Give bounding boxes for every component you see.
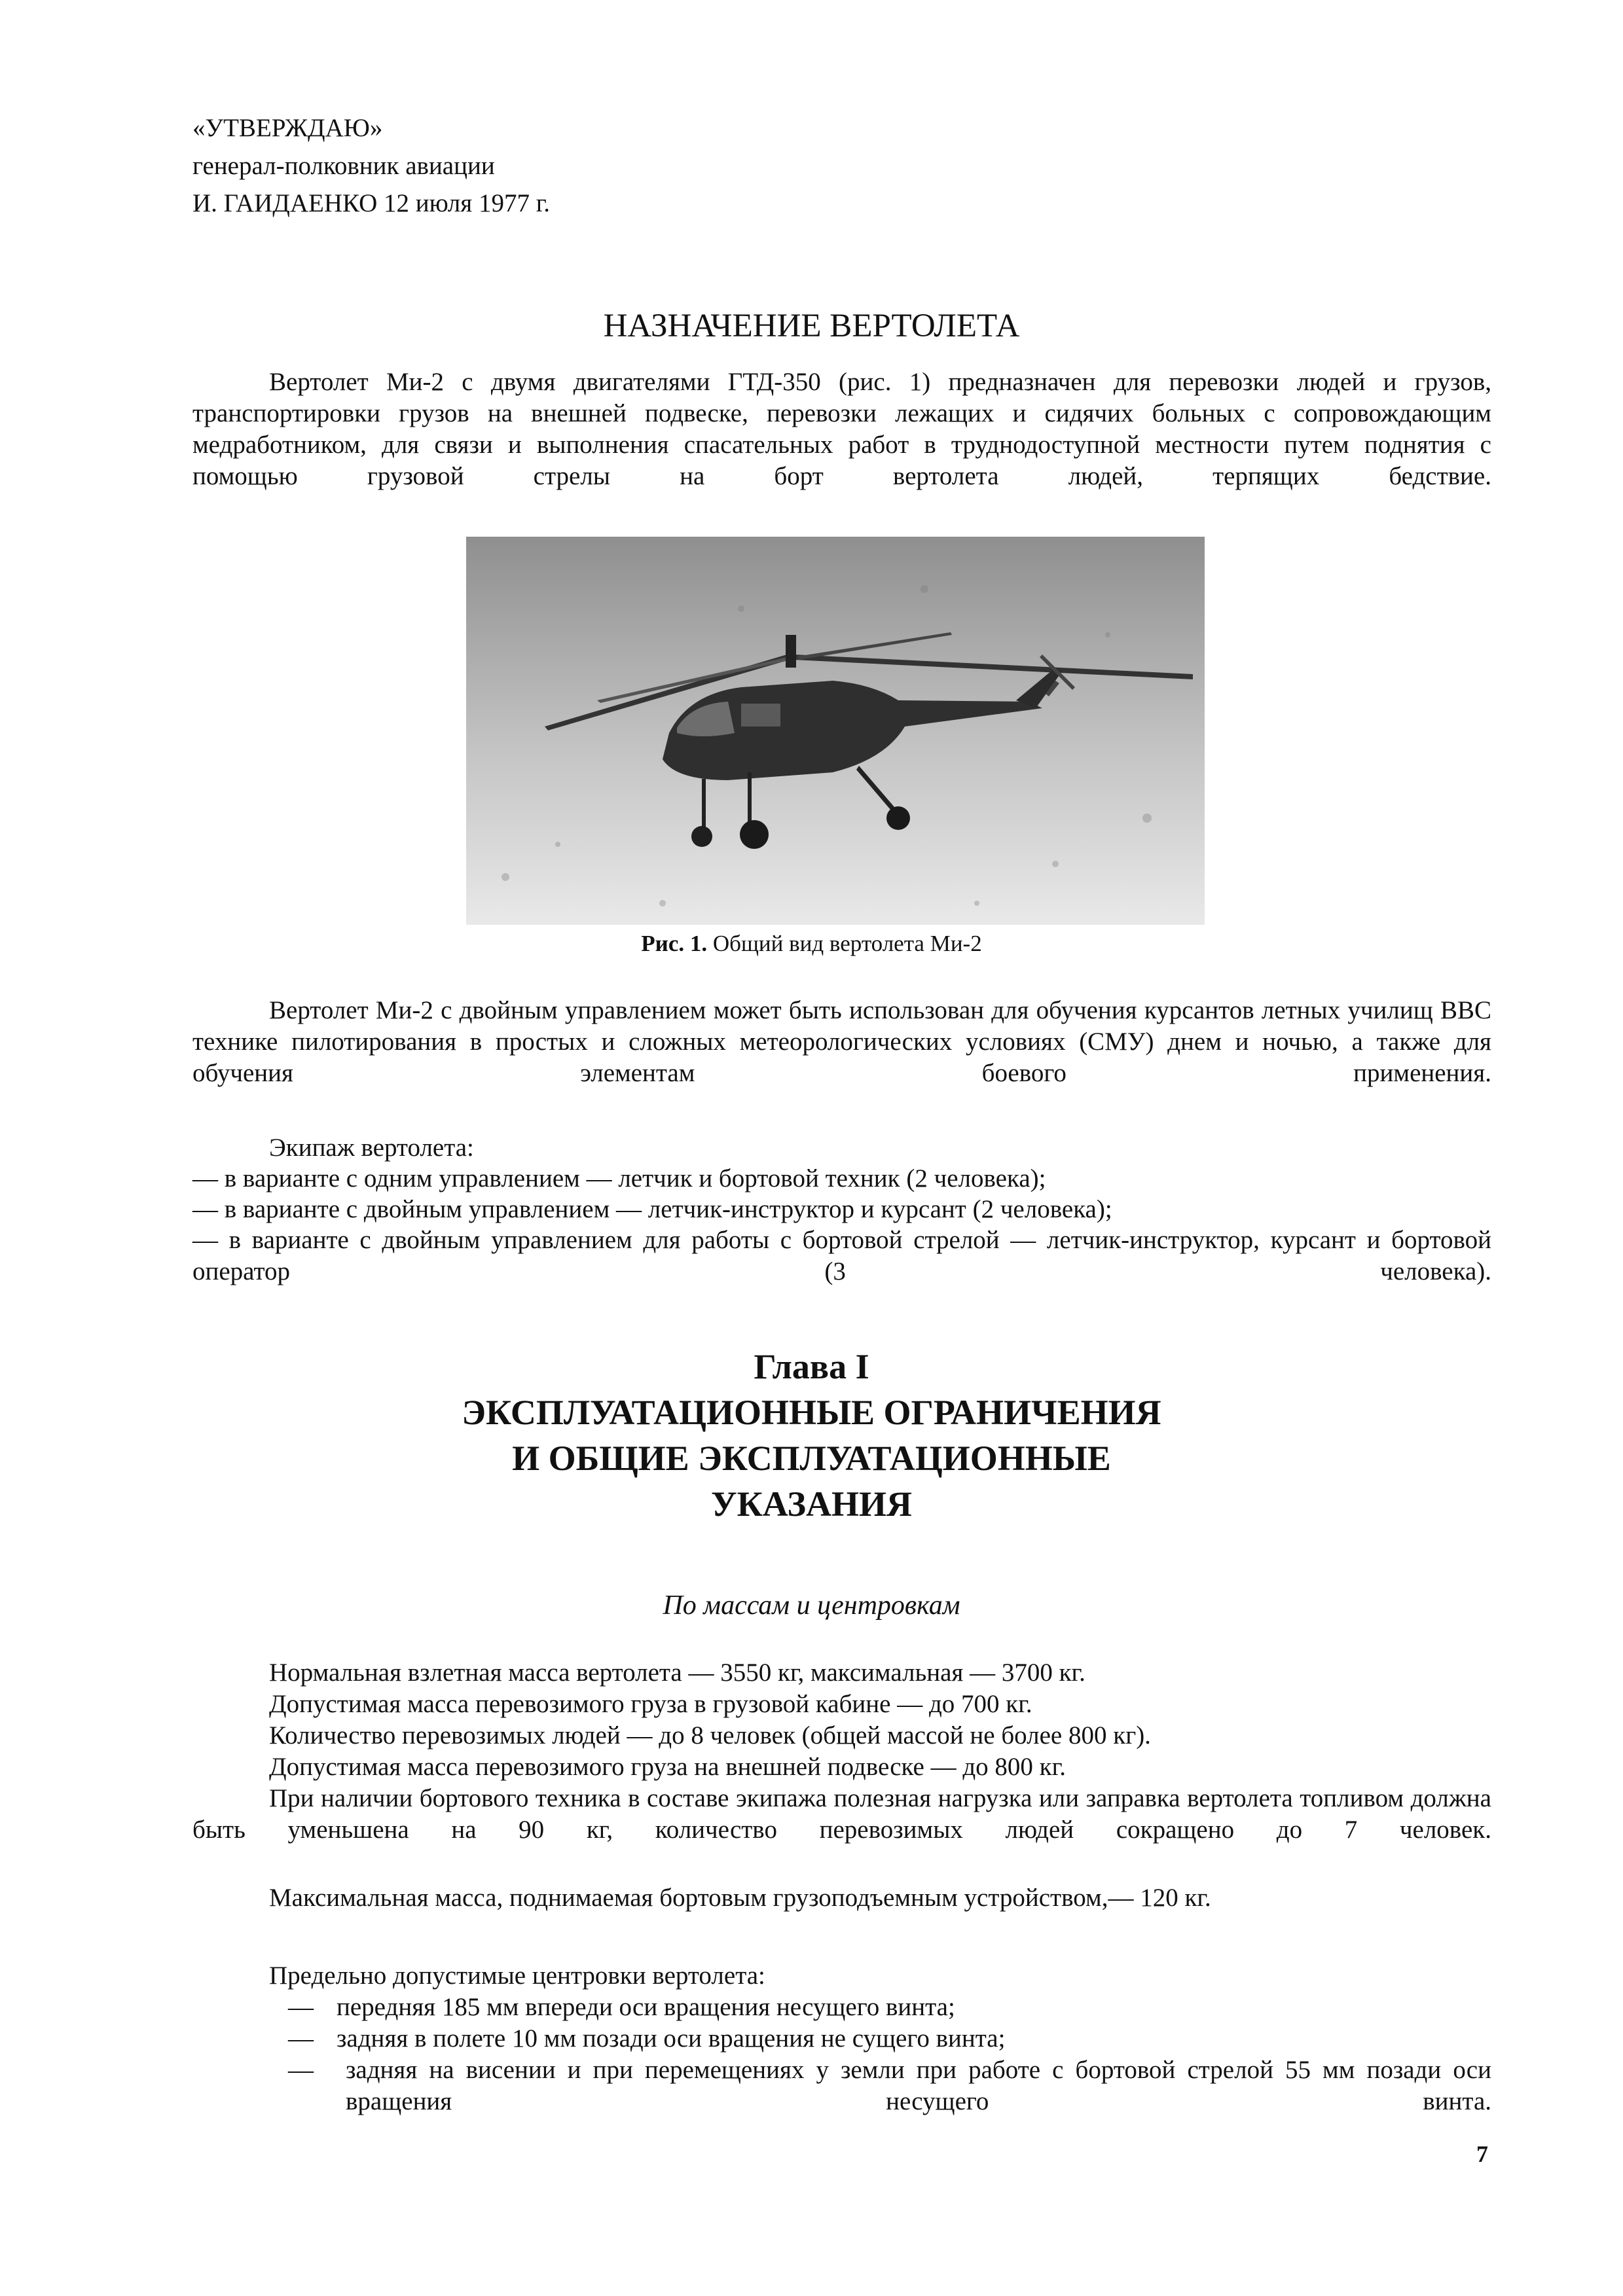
crew-item-2: — в варианте с двойным управлением — летчик-инструктор и курсант (2 человека); xyxy=(192,1195,1112,1223)
crew-item-1: — в варианте с одним управлением — летчик и бортовой техник (2 человека); xyxy=(192,1164,1046,1193)
subsection-title: По массам и центровкам xyxy=(663,1590,960,1621)
cg-item-3: задняя на висении и при перемещениях у земли при работе с бортовой стрелой 55 мм позади оси вращения несущего винта. xyxy=(346,2056,1491,2115)
training-paragraph: Вертолет Ми-2 с двойным управлением может быть использован для обучения курсантов летных училищ ВВС технике пилотирования в простых и сложных метеорологических условиях (СМУ) днем и ночью, а также для обучения элементам боевого применения. xyxy=(192,996,1491,1087)
purpose-paragraph: Вертолет Ми-2 с двумя двигателями ГТД-350 (рис. 1) предназначен для перевозки людей и грузов, транспортировки грузов на внешней подвеске, перевозки лежащих и сидячих больных с сопровождающим медработником, для связи и выполнения спасательных работ в труднодоступной местности путем поднятия с помощью грузовой стрелы на борт вертолета людей, терпящих бедствие. xyxy=(192,368,1491,490)
cg-item-2: задняя в полете 10 мм позади оси вращения не сущего винта; xyxy=(337,2024,1006,2053)
cg-item-1: передняя 185 мм впереди оси вращения несущего винта; xyxy=(337,1993,955,2021)
chapter-title-line-1: ЭКСПЛУАТАЦИОННЫЕ ОГРАНИЧЕНИЯ xyxy=(462,1393,1161,1432)
mass-line-3: Количество перевозимых людей — до 8 человек (общей массой не более 800 кг). xyxy=(269,1721,1151,1749)
cg-dash-3: — xyxy=(288,2056,314,2084)
cg-dash-2: — xyxy=(288,2024,314,2053)
section-title: НАЗНАЧЕНИЕ ВЕРТОЛЕТА xyxy=(603,308,1020,344)
figure-label: Рис. 1. xyxy=(641,931,708,956)
technician-paragraph: При наличии бортового техника в составе экипажа полезная нагрузка или заправка вертолета топливом должна быть уменьшена на 90 кг, количество перевозимых людей сокращено до 7 человек. xyxy=(192,1784,1491,1844)
approval-line-3: И. ГАИДАЕНКО 12 июля 1977 г. xyxy=(192,189,551,217)
crew-heading: Экипаж вертолета: xyxy=(269,1134,474,1162)
approval-line-2: генерал-полковник авиации xyxy=(192,152,495,180)
mass-line-1: Нормальная взлетная масса вертолета — 3550 кг, максимальная — 3700 кг. xyxy=(269,1659,1085,1687)
figure-caption-text: Общий вид вертолета Ми-2 xyxy=(712,931,982,956)
approval-line-1: «УТВЕРЖДАЮ» xyxy=(192,114,383,142)
mass-line-4: Допустимая масса перевозимого груза на внешней подвеске — до 800 кг. xyxy=(269,1753,1066,1781)
chapter-title-line-2: И ОБЩИЕ ЭКСПЛУАТАЦИОННЫЕ xyxy=(512,1439,1111,1478)
crew-item-3: — в варианте с двойным управлением для работы с бортовой стрелой — летчик-инструктор, курсант и бортовой оператор (3 человека). xyxy=(192,1226,1491,1285)
mass-line-2: Допустимая масса перевозимого груза в грузовой кабине — до 700 кг. xyxy=(269,1690,1032,1718)
page-number: 7 xyxy=(1476,2141,1488,2167)
cg-dash-1: — xyxy=(288,1993,314,2021)
cg-heading: Предельно допустимые центровки вертолета: xyxy=(269,1962,765,1990)
figure-caption xyxy=(0,929,1623,958)
max-lift-line: Максимальная масса, поднимаемая бортовым грузоподъемным устройством,— 120 кг. xyxy=(269,1884,1211,1912)
chapter-title-line-3: УКАЗАНИЯ xyxy=(711,1484,912,1524)
chapter-number: Глава I xyxy=(754,1347,869,1386)
helicopter-photo xyxy=(466,537,1205,925)
